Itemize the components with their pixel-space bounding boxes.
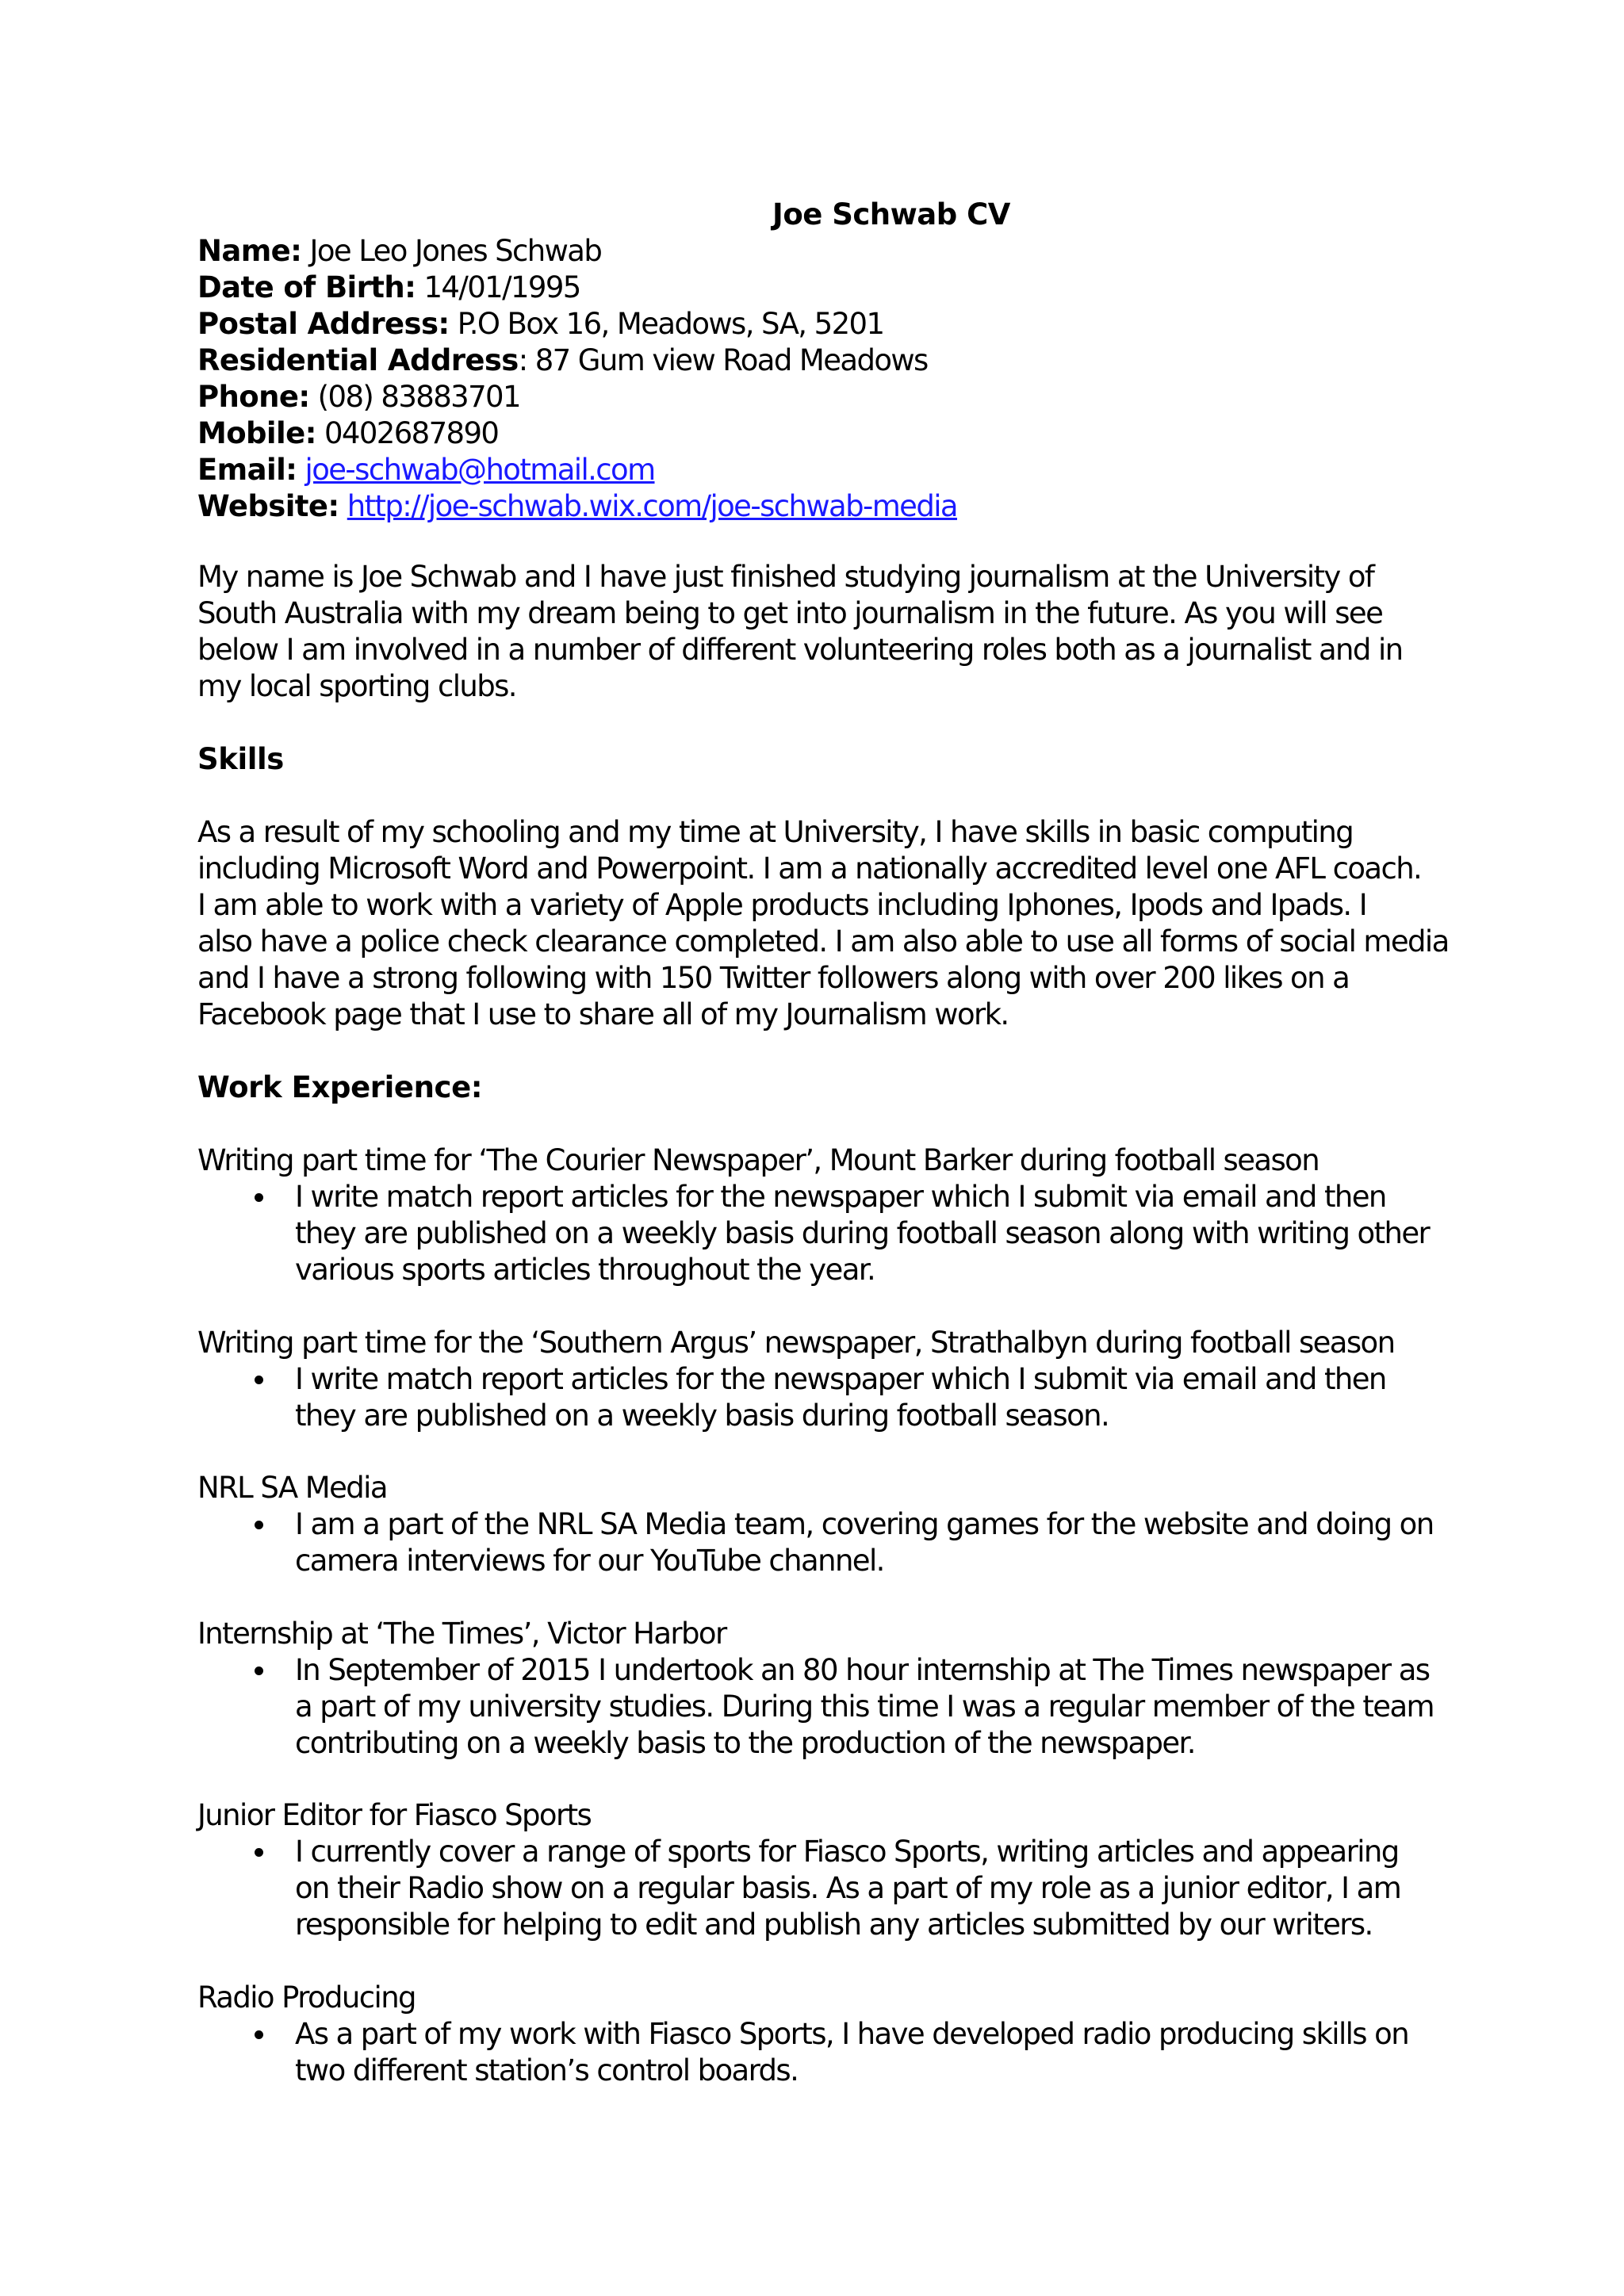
skills-paragraph: As a result of my schooling and my time at University, I have skills in basic computing including Microsoft Word and Powerpoint. I am a nationally accredited level one AFL coach. I am able to work with a variety of Apple products including Iphones, Ipods and Ipads. I also have a police check clearance completed. I am also able to use all forms of social media and I have a strong following with 150 Twitter followers along with over 200 likes on a Facebook page that I use to share all of my Journalism work. [197, 815, 1449, 1031]
residential-address-field: Residential Address: 87 Gum view Road Meadows [197, 343, 928, 377]
bullet-icon [255, 1193, 263, 1202]
list-item: I write match report articles for the newspaper which I submit via email and then they are published on a weekly basis during football season. [197, 1361, 1442, 1434]
phone-field: Phone: (08) 83883701 [197, 380, 520, 414]
bullet-icon [255, 2030, 263, 2039]
job-radio-producing [197, 1980, 1442, 2089]
list-item: I write match report articles for the newspaper which I submit via email and then they are published on a weekly basis during football season along with writing other various sports articles throughout the year. [197, 1179, 1442, 1288]
bullet-icon [255, 1667, 263, 1675]
bullet-icon [255, 1521, 263, 1529]
postal-address-field: Postal Address: P.O Box 16, Meadows, SA, 5201 [197, 307, 884, 341]
intro-paragraph: My name is Joe Schwab and I have just finished studying journalism at the University of South Australia with my dream being to get into journalism in the future. As you will see below I am involved in a number of different volunteering roles both as a journalist and in my local sporting clubs. [197, 560, 1403, 703]
list-item: As a part of my work with Fiasco Sports, I have developed radio producing skills on two different station’s control boards. [197, 2016, 1442, 2089]
job-title: NRL SA Media [197, 1471, 387, 1505]
list-item: I currently cover a range of sports for Fiasco Sports, writing articles and appearing on their Radio show on a regular basis. As a part of my role as a junior editor, I am responsible for helping to edit and publish any articles submitted by our writers. [197, 1834, 1442, 1943]
job-title: Internship at ‘The Times’, Victor Harbor [197, 1617, 726, 1651]
job-title: Writing part time for ‘The Courier Newspaper’, Mount Barker during football season [197, 1143, 1320, 1177]
job-title: Junior Editor for Fiasco Sports [197, 1798, 592, 1832]
job-title: Radio Producing [197, 1980, 416, 2015]
bullet-icon [255, 1848, 263, 1857]
bullet-icon [255, 1376, 263, 1384]
job-fiasco-sports [197, 1797, 1442, 1943]
list-item: In September of 2015 I undertook an 80 hour internship at The Times newspaper as a part of my university studies. During this time I was a regular member of the team contributing on a weekly basis to the production of the newspaper. [197, 1652, 1442, 1762]
website-field: Website: http://joe-schwab.wix.com/joe-schwab-media [197, 489, 957, 523]
job-title: Writing part time for the ‘Southern Argus’ newspaper, Strathalbyn during football season [197, 1326, 1395, 1360]
job-courier [197, 1142, 1442, 1288]
skills-heading: Skills [197, 742, 284, 776]
work-experience-heading: Work Experience: [197, 1070, 483, 1104]
job-nrl-sa-media [197, 1470, 1442, 1579]
job-the-times [197, 1616, 1442, 1762]
email-link[interactable]: joe-schwab@hotmail.com [304, 453, 655, 487]
mobile-field: Mobile: 0402687890 [197, 416, 499, 450]
list-item: I am a part of the NRL SA Media team, covering games for the website and doing on camera interviews for our YouTube channel. [197, 1506, 1442, 1579]
email-field: Email: joe-schwab@hotmail.com [197, 453, 655, 487]
contact-details [197, 233, 1442, 525]
website-link[interactable]: http://joe-schwab.wix.com/joe-schwab-media [347, 489, 957, 523]
date-of-birth-field: Date of Birth: 14/01/1995 [197, 270, 580, 304]
name-field: Name: Joe Leo Jones Schwab [197, 234, 602, 268]
cv-title: Joe Schwab CV [772, 197, 1010, 232]
job-southern-argus [197, 1325, 1442, 1434]
